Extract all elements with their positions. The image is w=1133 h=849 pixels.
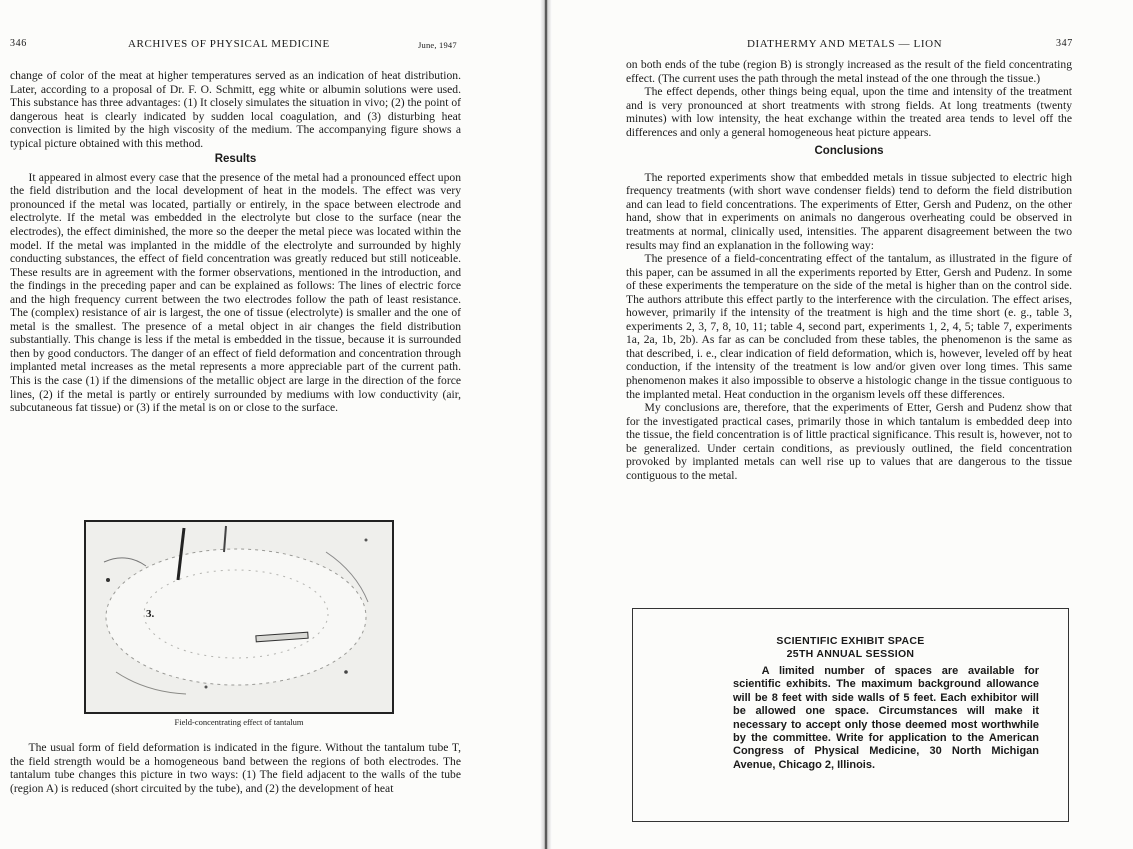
figure-label: 3. <box>146 608 155 620</box>
effect-paragraph: The effect depends, other things being equal, upon the time and intensity of the treatment and is very pronounced at short treatments with strong fields. At long treatments (twenty minutes) with low intensity, the heat exchange within the treated area tends to level off the differences and only a general homogeneous heat picture appears. <box>626 85 1072 139</box>
right-page-number: 347 <box>1056 38 1073 49</box>
exhibit-title: SCIENTIFIC EXHIBIT SPACE <box>776 635 925 647</box>
exhibit-notice-box <box>632 608 1069 822</box>
left-closing-column <box>10 741 461 795</box>
issue-date: June, 1947 <box>418 40 457 50</box>
results-paragraph: It appeared in almost every case that the presence of the metal had a pronounced effect upon the field distribution and the local development of heat in the models. The effect was very pronounced if the metal was located, partially or entirely, in the space between electrode and electrolyte. If the metal was embedded in the electrolyte but close to the surface (near the electrodes), the effect diminished, the more so the deeper the metal piece was located within the model. If the metal was implanted in the middle of the electrolyte and surrounded by highly conducting substances, the effect of field concentration was greatly reduced but still noticeable. These results are in agreement with the former observations, mentioned in the introduction, and the findings in the preceding paper and can be explained as follows: The lines of electric force and the high frequency current between the two electrodes follow the path of least resistance. The (complex) resistance of air is largest, the one of tissue (electrolyte) is smaller and the one of metal is the smallest. The presence of a metal object in air changes the field distribution substantially. This change is less if the metal is embedded in the tissue, because it is surrounded then by good conductors. The danger of an effect of field deformation and concentration through implanted metal increases as the metal represents a more appreciable part of the current path. This is the case (1) if the dimensions of the metallic object are large in the direction of the force lines, (2) if the metal is partly or entirely surrounded by mediums with low conductivity (air, subcutaneous fat tissue) or (3) if the metal is on or close to the surface. <box>10 170 461 415</box>
exhibit-body <box>733 665 1039 772</box>
right-text-column <box>626 58 1072 482</box>
left-page <box>0 0 540 849</box>
closing-paragraph: The usual form of field deformation is indicated in the figure. Without the tantalum tube T, the field strength would be a homogeneous band between the regions of both electrodes. The tantalum tube changes this picture in two ways: (1) The field adjacent to the walls of the tube (region A) is reduced (short circuited by the tube), and (2) the development of heat <box>10 741 461 795</box>
figure-caption: Field-concentrating effect of tantalum <box>174 717 304 727</box>
continued-paragraph: on both ends of the tube (region B) is strongly increased as the result of the field concentrating effect. (The current uses the path through the metal instead of the one through the tissue.) <box>626 58 1072 85</box>
conclusions-paragraph-2: The presence of a field-concentrating effect of the tantalum, as illustrated in the figure of this paper, can be assumed in all the experiments reported by Etter, Gersh and Pudenz. In some of these experiments the temperature on the side of the metal is higher than on the control side. The authors attribute this effect partly to the interference with the circulation. The effect arises, however, primarily if the intensity of the treatment is high and the time short (e. g., table 3, experiments 2, 3, 7, 8, 10, 11; table 4, second part, experiments 1, 2, 4, 5; table 7, experiments 1a, 2a, 1b, 2b). As far as can be concluded from these tables, the phenomenon is the same as that described, i. e., clear indication of field deformation, which is, however, leveled off by heat conduction, if the intensity of the treatment is low and/or given over long times. This same phenomenon makes it also impossible to observe a histologic change in the tissue contiguous to the implanted metal. Heat conduction in the organism levels off these differences. <box>626 252 1072 401</box>
conclusions-paragraph-1: The reported experiments show that embedded metals in tissue subjected to electric high frequency treatments (with short wave condenser fields) tend to deform the field distribution and can lead to field concentrations. The experiments of Etter, Gersh and Pudenz, on the other hand, show that in experiments on animals no dangerous overheating could be observed in treatments at normal, clinically used, intensities. The apparent disagreement between the two results may find an explanation in the following way: <box>626 170 1072 252</box>
tantalum-figure-photo <box>84 520 394 714</box>
conclusions-heading: Conclusions <box>814 145 884 158</box>
results-heading: Results <box>214 153 257 166</box>
left-text-column <box>10 69 461 415</box>
conclusions-paragraph-3: My conclusions are, therefore, that the experiments of Etter, Gersh and Pudenz show that for the investigated practical cases, primarily those in which tantalum is embedded deep into the tissue, the field concentration is of little practical significance. This result is, however, not to be generalized. Under certain conditions, as previously outlined, the field concentration provoked by implanted metals can well rise up to values that are dangerous to the tissue contiguous to the metal. <box>626 401 1072 482</box>
exhibit-subtitle: 25TH ANNUAL SESSION <box>786 648 915 660</box>
figure-illustration <box>86 522 392 712</box>
exhibit-body-text: A limited number of spaces are available for scientific exhibits. The maximum background allowance will be 8 feet with side walls of 5 feet. Each exhibitor will be allowed one space. Circumstances will make it necessary to accept only those deemed most worthwhile by the committee. Write for application to the American Congress of Physical Medicine, 30 North Michigan Avenue, Chicago 2, Illinois. <box>733 665 1039 771</box>
article-running-title: DIATHERMY AND METALS — LION <box>747 38 943 50</box>
intro-paragraph: change of color of the meat at higher temperatures served as an indication of heat distribution. Later, according to a proposal of Dr. F. O. Schmitt, egg white or albumin solutions were used. This substance has three advantages: (1) It closely simulates the situation in vivo; (2) the point of dangerous heat is clearly indicated by sudden local coagulation, and (3) disturbing heat convection is limited by the high viscosity of the medium. The accompanying figure shows a typical picture obtained with this method. <box>10 69 461 150</box>
journal-running-title: ARCHIVES OF PHYSICAL MEDICINE <box>128 38 330 50</box>
left-page-number: 346 <box>10 38 27 49</box>
book-gutter <box>540 0 552 849</box>
